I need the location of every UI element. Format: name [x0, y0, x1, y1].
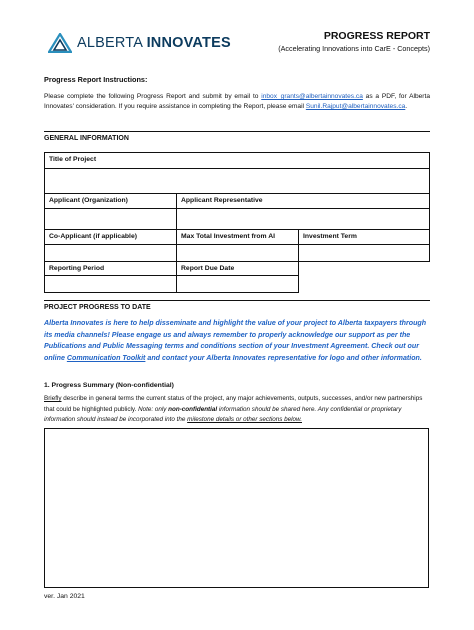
section-divider — [44, 300, 430, 301]
report-subtitle: (Accelerating Innovations into CarE - Concepts) — [278, 44, 430, 53]
communication-toolkit-link[interactable]: Communication Toolkit — [66, 353, 146, 362]
milestone-details-link[interactable]: milestone details or other sections below. — [187, 416, 302, 423]
progress-intro-text: Alberta Innovates is here to help disseminate and highlight the value of your project to Alberta taxpayers through its media channels! Please engage us and always remember to properly acknowledge our support as per the Publications and Public Messaging terms and conditions section of your Investment Agreement. Check out our online — [44, 319, 427, 362]
q1-note-start: Note: only — [138, 405, 169, 413]
reporting-period-field[interactable] — [45, 276, 177, 293]
applicant-organization-field[interactable] — [45, 209, 177, 230]
report-due-date-field[interactable] — [177, 276, 299, 293]
max-investment-field[interactable] — [177, 245, 299, 262]
applicant-representative-label: Applicant Representative — [177, 194, 430, 209]
progress-summary-instructions — [44, 394, 430, 426]
logo-text — [77, 35, 231, 51]
instructions-heading: Progress Report Instructions: — [44, 75, 148, 84]
reporting-period-label: Reporting Period — [45, 262, 177, 276]
email-link-grants[interactable]: inbox_grants@albertainnovates.ca — [261, 93, 363, 100]
general-info-heading: GENERAL INFORMATION — [44, 135, 129, 142]
general-info-table — [44, 152, 430, 293]
instructions-text-1: Please complete the following Progress Report and submit by email to — [44, 93, 262, 100]
alberta-innovates-logo — [48, 32, 231, 54]
email-link-contact[interactable]: Sunil.Rajput@albertainnovates.ca — [305, 103, 406, 110]
progress-summary-heading: 1. Progress Summary (Non-confidential) — [44, 382, 174, 389]
report-title: PROGRESS REPORT — [323, 30, 430, 42]
briefly-word: Briefly — [44, 395, 62, 402]
investment-term-field[interactable] — [299, 245, 430, 262]
max-investment-label: Max Total Investment from AI — [177, 230, 299, 245]
progress-intro-paragraph — [44, 318, 430, 364]
progress-intro-end: and contact your Alberta Innovates representative for logo and other information. — [145, 353, 422, 362]
instructions-text-2: as a PDF, for Alberta Innovates' consideration. If you require assistance in completing the Report, please email — [44, 93, 430, 110]
progress-heading: PROJECT PROGRESS TO DATE — [44, 304, 151, 311]
report-due-date-label: Report Due Date — [177, 262, 299, 276]
co-applicant-label: Co-Applicant (if applicable) — [45, 230, 177, 245]
progress-summary-answer-box[interactable] — [44, 428, 429, 588]
applicant-representative-field[interactable] — [177, 209, 430, 230]
section-divider — [44, 131, 430, 132]
investment-term-label: Investment Term — [299, 230, 430, 245]
title-of-project-field[interactable] — [45, 169, 430, 194]
logo-word-2: INNOVATES — [146, 35, 231, 51]
title-of-project-label: Title of Project — [45, 153, 430, 169]
version-footer: ver. Jan 2021 — [44, 593, 85, 600]
triangle-logo-icon — [48, 33, 72, 53]
q1-text: describe in general terms the current status of the project, any major achievements, outputs, successes, and/or new partnerships that could be highlighted publicly. — [44, 395, 423, 413]
instructions-text — [44, 92, 430, 112]
q1-note-emphasis: non-confidential — [168, 405, 218, 413]
instructions-text-end: . — [405, 103, 408, 110]
logo-word-1: ALBERTA — [77, 35, 143, 51]
q1-note-middle: information should be shared here. Any confidential or proprietary information should instead be incorporated into the — [44, 405, 402, 423]
co-applicant-field[interactable] — [45, 245, 177, 262]
applicant-organization-label: Applicant (Organization) — [45, 194, 177, 209]
